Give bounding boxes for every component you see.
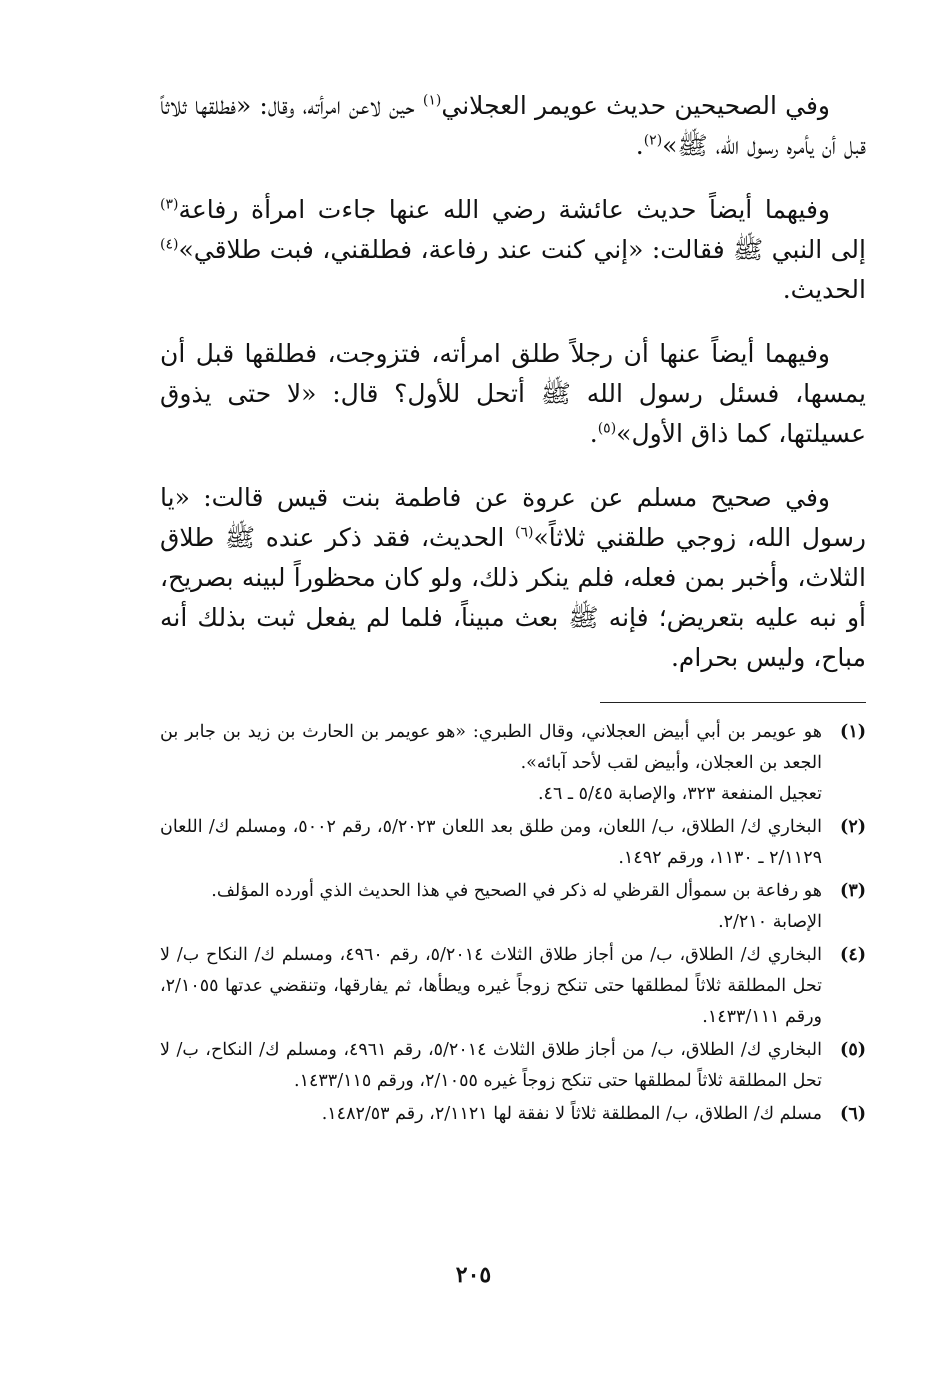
footnote-body — [160, 876, 822, 938]
book-page — [160, 86, 866, 1376]
footnote-body — [160, 1099, 822, 1130]
footnote-line: الإصابة ٢/٢١٠. — [718, 912, 822, 932]
paragraph-2-text-b: إلى النبي ﷺ فقالت: «إني كنت عند رفاعة، فطلقني، فبت طلاقي» — [178, 235, 866, 264]
footnote-number: (١) — [840, 722, 866, 742]
paragraph-1-text-c: . — [635, 131, 644, 160]
paragraph-3-text-b: . — [589, 419, 598, 448]
footnote-ref-1[interactable]: (١) — [422, 92, 442, 109]
paragraph-4 — [160, 478, 866, 678]
paragraph-1 — [160, 86, 866, 166]
paragraph-1-text-a: وفي الصحيحين حديث عويمر العجلاني — [441, 91, 830, 120]
footnote-separator — [600, 702, 866, 703]
footnote-line: هو رفاعة بن سموأل القرظي له ذكر في الصحيح في هذا الحديث الذي أورده المؤلف. — [211, 881, 822, 901]
footnote-line: هو عويمر بن أبي أبيض العجلاني، وقال الطبري: «هو عويمر بن الحارث بن زيد بن جابر بن الجعد بن العجلان، وأبيض لقب لأحد آبائه». — [160, 722, 822, 773]
footnote-ref-4[interactable]: (٤) — [160, 236, 179, 253]
footnote-ref-6[interactable]: (٦) — [515, 524, 534, 541]
footnote-4 — [160, 940, 866, 1033]
footnotes — [160, 717, 866, 1130]
footnote-body — [160, 1035, 822, 1097]
paragraph-4-text-b: الحديث، فقد ذكر عنده ﷺ طلاق الثلاث، وأخبر بمن فعله، فلم ينكر ذلك، ولو كان محظوراً لبينه بصريح، أو نبه عليه بتعريض؛ فإنه ﷺ بعث مبيناً، فلما لم يفعل ثبت بذلك أنه مباح، وليس بحرام. — [160, 523, 866, 672]
footnote-5 — [160, 1035, 866, 1097]
footnote-body — [160, 940, 822, 1033]
footnote-line: البخاري ك/ الطلاق، ب/ من أجاز طلاق الثلاث ٥/٢٠١٤، رقم ٤٩٦٠، ومسلم ك/ النكاح ب/ لا تحل المطلقة ثلاثاً لمطلقها حتى تنكح زوجاً غيره ويطأها، ثم يفارقها، وتنقضي عدتها ٢/١٠٥٥، ورقم ١٤٣٣/١١١. — [160, 945, 822, 1027]
footnote-6 — [160, 1099, 866, 1130]
footnote-number: (٤) — [840, 945, 866, 965]
footnote-3 — [160, 876, 866, 938]
paragraph-3 — [160, 334, 866, 454]
page-number: ٢٠٥ — [455, 1262, 492, 1288]
footnote-line: البخاري ك/ الطلاق، ب/ من أجاز طلاق الثلاث ٥/٢٠١٤، رقم ٤٩٦١، ومسلم ك/ النكاح، ب/ لا تحل المطلقة ثلاثاً لمطلقها حتى تنكح زوجاً غيره ٢/١٠٥٥، ورقم ١٤٣٣/١١٥. — [160, 1040, 822, 1091]
paragraph-2-text-c: الحديث. — [782, 275, 866, 304]
main-text — [160, 86, 866, 678]
paragraph-4-text-a: وفي صحيح مسلم عن عروة عن فاطمة بنت قيس قالت: «يا رسول الله، زوجي طلقني ثلاثاً» — [160, 483, 866, 552]
paragraph-3-text-a: وفيهما أيضاً عنها أن رجلاً طلق امرأته، فتزوجت، فطلقها قبل أن يمسها، فسئل رسول الله ﷺ أتحل للأول؟ قال: «لا حتى يذوق عسيلتها، كما ذاق الأول» — [160, 339, 866, 448]
footnote-line: البخاري ك/ الطلاق، ب/ اللعان، ومن طلق بعد اللعان ٥/٢٠٢٣، رقم ٥٠٠٢، ومسلم ك/ اللعان ٢/١١٢٩ ـ ١١٣٠، ورقم ١٤٩٢. — [160, 817, 822, 868]
footnote-number: (٣) — [840, 881, 866, 901]
footnote-number: (٢) — [840, 817, 866, 837]
footnote-body — [160, 812, 822, 874]
footnote-line: تعجيل المنفعة ٣٢٣، والإصابة ٥/٤٥ ـ ٤٦. — [537, 784, 822, 804]
footnote-body — [160, 717, 822, 810]
paragraph-2-text-a: وفيهما أيضاً حديث عائشة رضي الله عنها جاءت امرأة رفاعة — [178, 195, 830, 224]
paragraph-2 — [160, 190, 866, 310]
footnote-2 — [160, 812, 866, 874]
footnote-number: (٦) — [840, 1104, 866, 1124]
footnote-ref-2[interactable]: (٢) — [643, 132, 663, 149]
footnote-1 — [160, 717, 866, 810]
paragraph-1-text-b: حين لاعن امرأته، وقال: «فطلقها ثلاثاً قبل أن يأمره رسول الله، ﷺ» — [160, 91, 866, 160]
footnote-ref-5[interactable]: (٥) — [597, 420, 617, 437]
footnote-line: مسلم ك/ الطلاق، ب/ المطلقة ثلاثاً لا نفقة لها ٢/١١٢١، رقم ١٤٨٢/٥٣. — [321, 1104, 822, 1124]
footnote-ref-3[interactable]: (٣) — [160, 196, 179, 213]
footnote-number: (٥) — [840, 1040, 866, 1060]
